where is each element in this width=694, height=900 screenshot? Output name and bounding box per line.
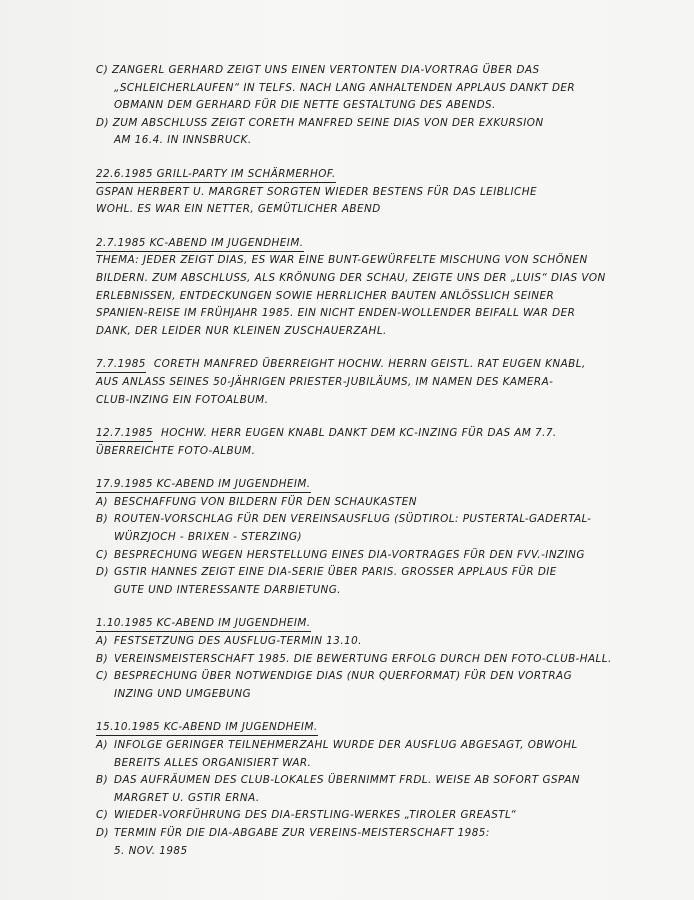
text-line: DAS AUFRÄUMEN DES CLUB-LOKALES ÜBERNIMMT FRDL. WEISE AB SOFORT GSPAN: [114, 774, 580, 787]
text-line: MARGRET U. GSTIR ERNA.: [114, 791, 260, 804]
text-line: BESPRECHUNG ÜBER NOTWENDIGE DIAS (NUR QUERFORMAT) FÜR DEN VORTRAG: [114, 670, 573, 683]
text-line: WOHL. ES WAR EIN NETTER, GEMÜTLICHER ABEND: [96, 203, 381, 216]
block-kc-abend-1-10: [96, 615, 666, 703]
text-line: 5. NOV. 1985: [114, 844, 188, 857]
block-continuation: [96, 62, 666, 150]
entry-date: 7.7.1985: [96, 357, 146, 373]
text-line: INZING UND UMGEBUNG: [114, 687, 252, 700]
section-heading: 17.9.1985 KC-ABEND IM JUGENDHEIM.: [96, 477, 311, 493]
text-line: HOCHW. HERR EUGEN KNABL DANKT DEM KC-INZING FÜR DAS AM 7.7.: [160, 427, 557, 440]
block-12-7: [96, 425, 666, 460]
text-line: ERLEBNISSEN, ENTDECKUNGEN SOWIE HERRLICHER BAUTEN ANLÖSSLICH SEINER: [96, 289, 555, 302]
text-line: ROUTEN-VORSCHLAG FÜR DEN VEREINSAUSFLUG (SÜDTIROL: PUSTERTAL-GADERTAL-: [114, 513, 592, 526]
item-label: A): [96, 495, 109, 508]
text-line: BESCHAFFUNG VON BILDERN FÜR DEN SCHAUKASTEN: [114, 495, 418, 508]
text-line: GUTE UND INTERESSANTE DARBIETUNG.: [114, 583, 342, 596]
item-label: C): [96, 548, 109, 561]
text-line: CLUB-INZING EIN FOTOALBUM.: [96, 393, 269, 406]
text-line: DANK, DER LEIDER NUR KLEINEN ZUSCHAUERZAHL.: [96, 324, 387, 337]
text-line: TERMIN FÜR DIE DIA-ABGABE ZUR VEREINS-MEISTERSCHAFT 1985:: [114, 826, 490, 839]
section-heading: 22.6.1985 GRILL-PARTY IM SCHÄRMERHOF.: [96, 167, 336, 183]
text-line: C) ZANGERL GERHARD ZEIGT UNS EINEN VERTONTEN DIA-VORTRAG ÜBER DAS: [96, 64, 540, 76]
text-line: GSPAN HERBERT U. MARGRET SORGTEN WIEDER BESTENS FÜR DAS LEIBLICHE: [96, 185, 538, 198]
entry-date: 12.7.1985: [96, 426, 153, 442]
text-line: D) ZUM ABSCHLUSS ZEIGT CORETH MANFRED SEINE DIAS VON DER EXKURSION: [96, 116, 544, 129]
text-line: BESPRECHUNG WEGEN HERSTELLUNG EINES DIA-VORTRAGES FÜR DEN FVV.-INZING: [114, 548, 585, 561]
item-label: A): [96, 635, 109, 648]
text-line: INFOLGE GERINGER TEILNEHMERZAHL WURDE DER AUSFLUG ABGESAGT, OBWOHL: [114, 739, 578, 751]
block-kc-abend-17-9: [96, 476, 666, 599]
text-line: „SCHLEICHERLAUFEN“ IN TELFS. NACH LANG ANHALTENDEN APPLAUS DANKT DER: [114, 81, 576, 94]
text-line: VEREINSMEISTERSCHAFT 1985. DIE BEWERTUNG ERFOLG DURCH DEN FOTO-CLUB-HALL.: [114, 652, 612, 665]
section-heading: 2.7.1985 KC-ABEND IM JUGENDHEIM.: [96, 236, 304, 252]
text-line: OBMANN DEM GERHARD FÜR DIE NETTE GESTALTUNG DES ABENDS.: [114, 99, 496, 112]
text-line: WIEDER-VORFÜHRUNG DES DIA-ERSTLING-WERKES „TIROLER GREASTL“: [114, 809, 517, 822]
item-label: B): [96, 513, 109, 526]
item-label: B): [96, 652, 109, 665]
text-line: THEMA: JEDER ZEIGT DIAS, ES WAR EINE BUNT-GEWÜRFELTE MISCHUNG VON SCHÖNEN: [96, 254, 588, 267]
item-label: C): [96, 809, 109, 822]
item-label: D): [96, 826, 109, 839]
text-line: ÜBERREICHTE FOTO-ALBUM.: [96, 444, 256, 457]
text-line: BEREITS ALLES ORGANISIERT WAR.: [114, 756, 312, 769]
block-7-7: [96, 356, 666, 409]
block-kc-abend-15-10: [96, 719, 666, 860]
text-line: CORETH MANFRED ÜBERREIGHT HOCHW. HERRN GEISTL. RAT EUGEN KNABL,: [153, 358, 586, 371]
block-kc-abend-2-7: [96, 235, 666, 341]
item-label: D): [96, 566, 109, 579]
text-line: BILDERN. ZUM ABSCHLUSS, ALS KRÖNUNG DER SCHAU, ZEIGTE UNS DER „LUIS“ DIAS VON: [96, 271, 606, 284]
section-heading: 15.10.1985 KC-ABEND IM JUGENDHEIM.: [96, 720, 318, 736]
item-label: C): [96, 670, 109, 683]
text-line: GSTIR HANNES ZEIGT EINE DIA-SERIE ÜBER PARIS. GROSSER APPLAUS FÜR DIE: [114, 566, 557, 579]
block-grill-party: [96, 166, 666, 219]
item-label: A): [96, 739, 109, 751]
handwritten-minutes: [96, 62, 666, 860]
text-line: SPANIEN-REISE IM FRÜHJAHR 1985. EIN NICHT ENDEN-WOLLENDER BEIFALL WAR DER: [96, 307, 576, 320]
text-line: AUS ANLASS SEINES 50-JÄHRIGEN PRIESTER-JUBILÄUMS, IM NAMEN DES KAMERA-: [96, 375, 554, 388]
item-label: B): [96, 774, 109, 787]
text-line: FESTSETZUNG DES AUSFLUG-TERMIN 13.10.: [114, 635, 362, 648]
section-heading: 1.10.1985 KC-ABEND IM JUGENDHEIM.: [96, 616, 311, 632]
text-line: AM 16.4. IN INNSBRUCK.: [114, 134, 252, 147]
text-line: WÜRZJOCH - BRIXEN - STERZING): [114, 531, 302, 544]
